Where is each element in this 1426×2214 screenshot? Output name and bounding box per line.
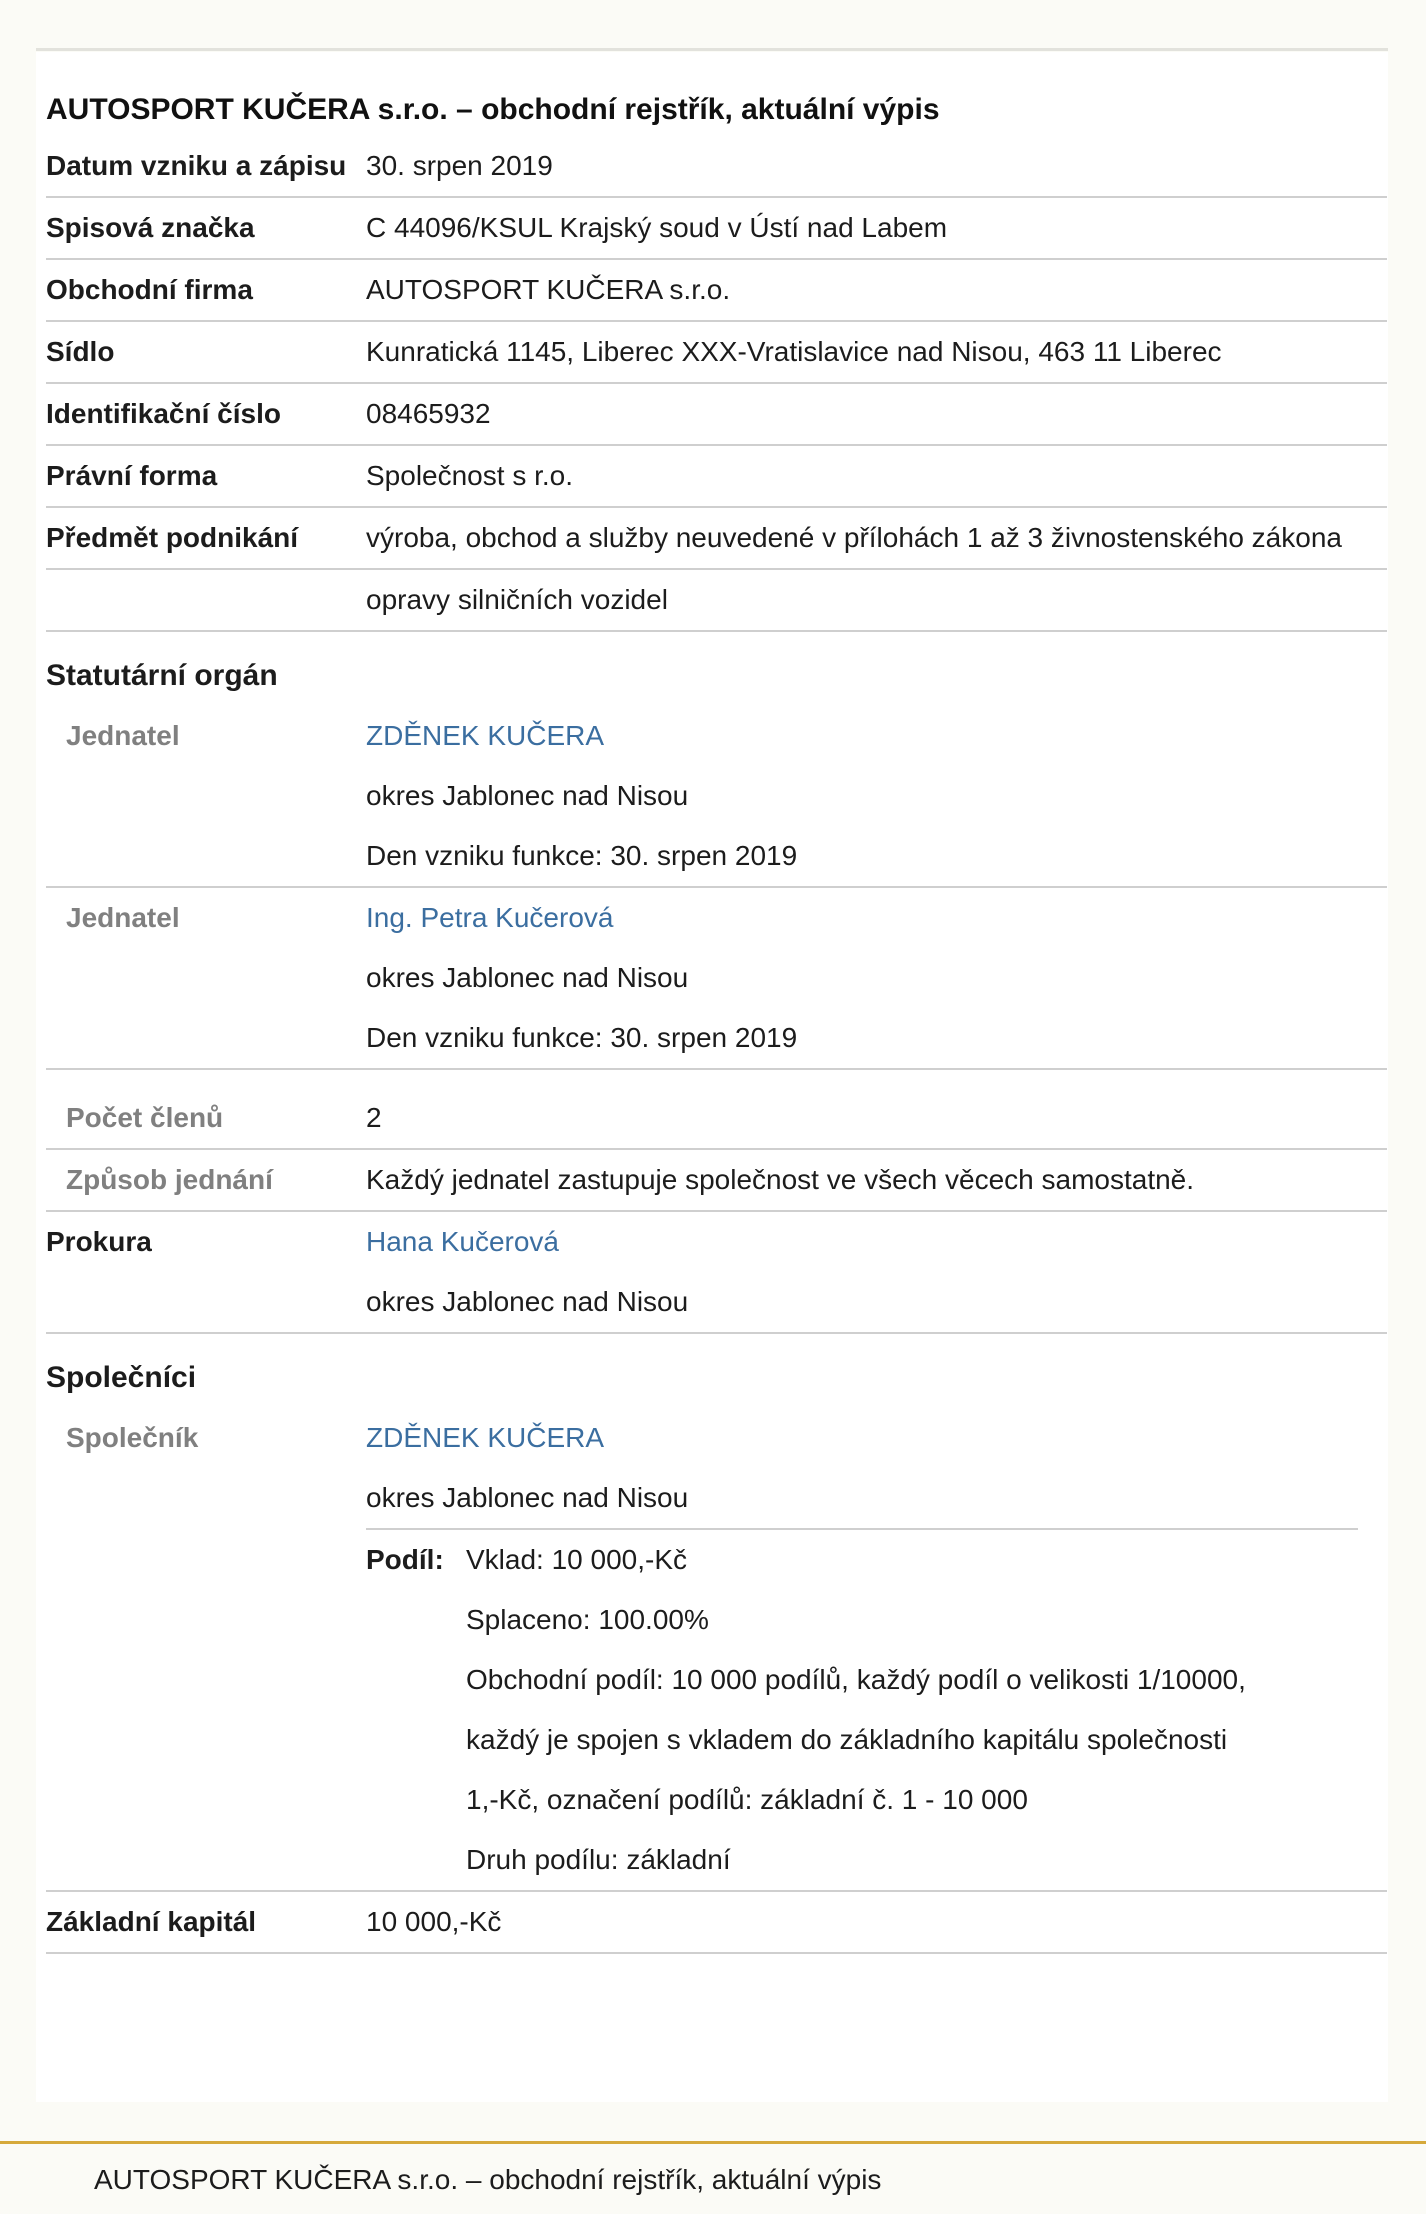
podil-block bbox=[366, 1530, 1387, 1890]
row-predmet bbox=[46, 508, 1387, 570]
podil-line: Obchodní podíl: 10 000 podílů, každý podíl o velikosti 1/10000, bbox=[466, 1664, 1246, 1695]
row-ic bbox=[46, 384, 1387, 446]
value-predmet-1: výroba, obchod a služby neuvedené v přílohách 1 až 3 živnostenského zákona bbox=[366, 522, 1342, 553]
district-spolecnik: okres Jablonec nad Nisou bbox=[366, 1482, 689, 1513]
row-predmet-2 bbox=[46, 570, 1387, 632]
value-kapital: 10 000,-Kč bbox=[366, 1906, 502, 1937]
podil-line: Vklad: 10 000,-Kč bbox=[466, 1544, 688, 1575]
section-spolecnici: Společníci bbox=[46, 1361, 197, 1394]
value-zpusob: Každý jednatel zastupuje společnost ve všech věcech samostatně. bbox=[366, 1164, 1195, 1195]
content bbox=[46, 90, 1387, 1954]
label-prokura: Prokura bbox=[46, 1226, 152, 1257]
podil-line: Druh podílu: základní bbox=[466, 1844, 731, 1875]
podil-line: Splaceno: 100.00% bbox=[466, 1604, 709, 1635]
label-predmet: Předmět podnikání bbox=[46, 522, 299, 553]
value-spisova: C 44096/KSUL Krajský soud v Ústí nad Labem bbox=[366, 212, 948, 243]
row-jednatel-1 bbox=[46, 706, 1387, 888]
podil-line: 1,-Kč, označení podílů: základní č. 1 - 10 000 bbox=[466, 1784, 1028, 1815]
page-title: AUTOSPORT KUČERA s.r.o. – obchodní rejstřík, aktuální výpis bbox=[46, 93, 940, 126]
since-jednatel-2: Den vzniku funkce: 30. srpen 2019 bbox=[366, 1022, 798, 1053]
since-jednatel-1: Den vzniku funkce: 30. srpen 2019 bbox=[366, 840, 798, 871]
footer-title: AUTOSPORT KUČERA s.r.o. – obchodní rejstřík, aktuální výpis bbox=[94, 2164, 882, 2195]
value-firma: AUTOSPORT KUČERA s.r.o. bbox=[366, 274, 731, 305]
row-zpusob bbox=[46, 1150, 1387, 1212]
district-jednatel-1: okres Jablonec nad Nisou bbox=[366, 780, 689, 811]
label-spolecnik: Společník bbox=[66, 1422, 199, 1453]
label-kapital: Základní kapitál bbox=[46, 1906, 257, 1937]
label-sidlo: Sídlo bbox=[46, 336, 115, 367]
label-forma: Právní forma bbox=[46, 460, 218, 491]
value-forma: Společnost s r.o. bbox=[366, 460, 574, 491]
label-pocet: Počet členů bbox=[66, 1102, 224, 1133]
person-link-spolecnik[interactable]: ZDĚNEK KUČERA bbox=[366, 1422, 605, 1453]
podil-line: každý je spojen s vkladem do základního kapitálu společnosti bbox=[466, 1724, 1228, 1755]
row-spolecnik bbox=[46, 1408, 1387, 1892]
row-firma bbox=[46, 260, 1387, 322]
top-border bbox=[36, 48, 1388, 51]
label-ic: Identifikační číslo bbox=[46, 398, 281, 429]
row-sidlo bbox=[46, 322, 1387, 384]
value-predmet-2: opravy silničních vozidel bbox=[366, 584, 668, 615]
row-spisova bbox=[46, 198, 1387, 260]
label-firma: Obchodní firma bbox=[46, 274, 253, 305]
person-link-jednatel-1[interactable]: ZDĚNEK KUČERA bbox=[366, 720, 605, 751]
label-jednatel-2: Jednatel bbox=[66, 902, 180, 933]
value-ic: 08465932 bbox=[366, 398, 491, 429]
label-podil: Podíl: bbox=[366, 1544, 444, 1575]
row-jednatel-2 bbox=[46, 888, 1387, 1070]
label-zpusob: Způsob jednání bbox=[66, 1164, 273, 1195]
district-jednatel-2: okres Jablonec nad Nisou bbox=[366, 962, 689, 993]
row-datum bbox=[46, 136, 1387, 198]
row-pocet bbox=[46, 1070, 1387, 1150]
label-jednatel-1: Jednatel bbox=[66, 720, 180, 751]
label-spisova: Spisová značka bbox=[46, 212, 255, 243]
row-prokura bbox=[46, 1212, 1387, 1334]
value-pocet: 2 bbox=[366, 1102, 382, 1133]
row-forma bbox=[46, 446, 1387, 508]
district-prokura: okres Jablonec nad Nisou bbox=[366, 1286, 689, 1317]
person-link-prokura[interactable]: Hana Kučerová bbox=[366, 1226, 560, 1257]
label-datum: Datum vzniku a zápisu bbox=[46, 150, 347, 181]
person-link-jednatel-2[interactable]: Ing. Petra Kučerová bbox=[366, 902, 614, 933]
value-sidlo: Kunratická 1145, Liberec XXX-Vratislavice nad Nisou, 463 11 Liberec bbox=[366, 336, 1222, 367]
value-datum: 30. srpen 2019 bbox=[366, 150, 553, 181]
section-statutarni: Statutární orgán bbox=[46, 659, 278, 692]
register-extract-card bbox=[36, 52, 1388, 2102]
row-kapital bbox=[46, 1892, 1387, 1954]
footer-divider bbox=[0, 2141, 1426, 2144]
